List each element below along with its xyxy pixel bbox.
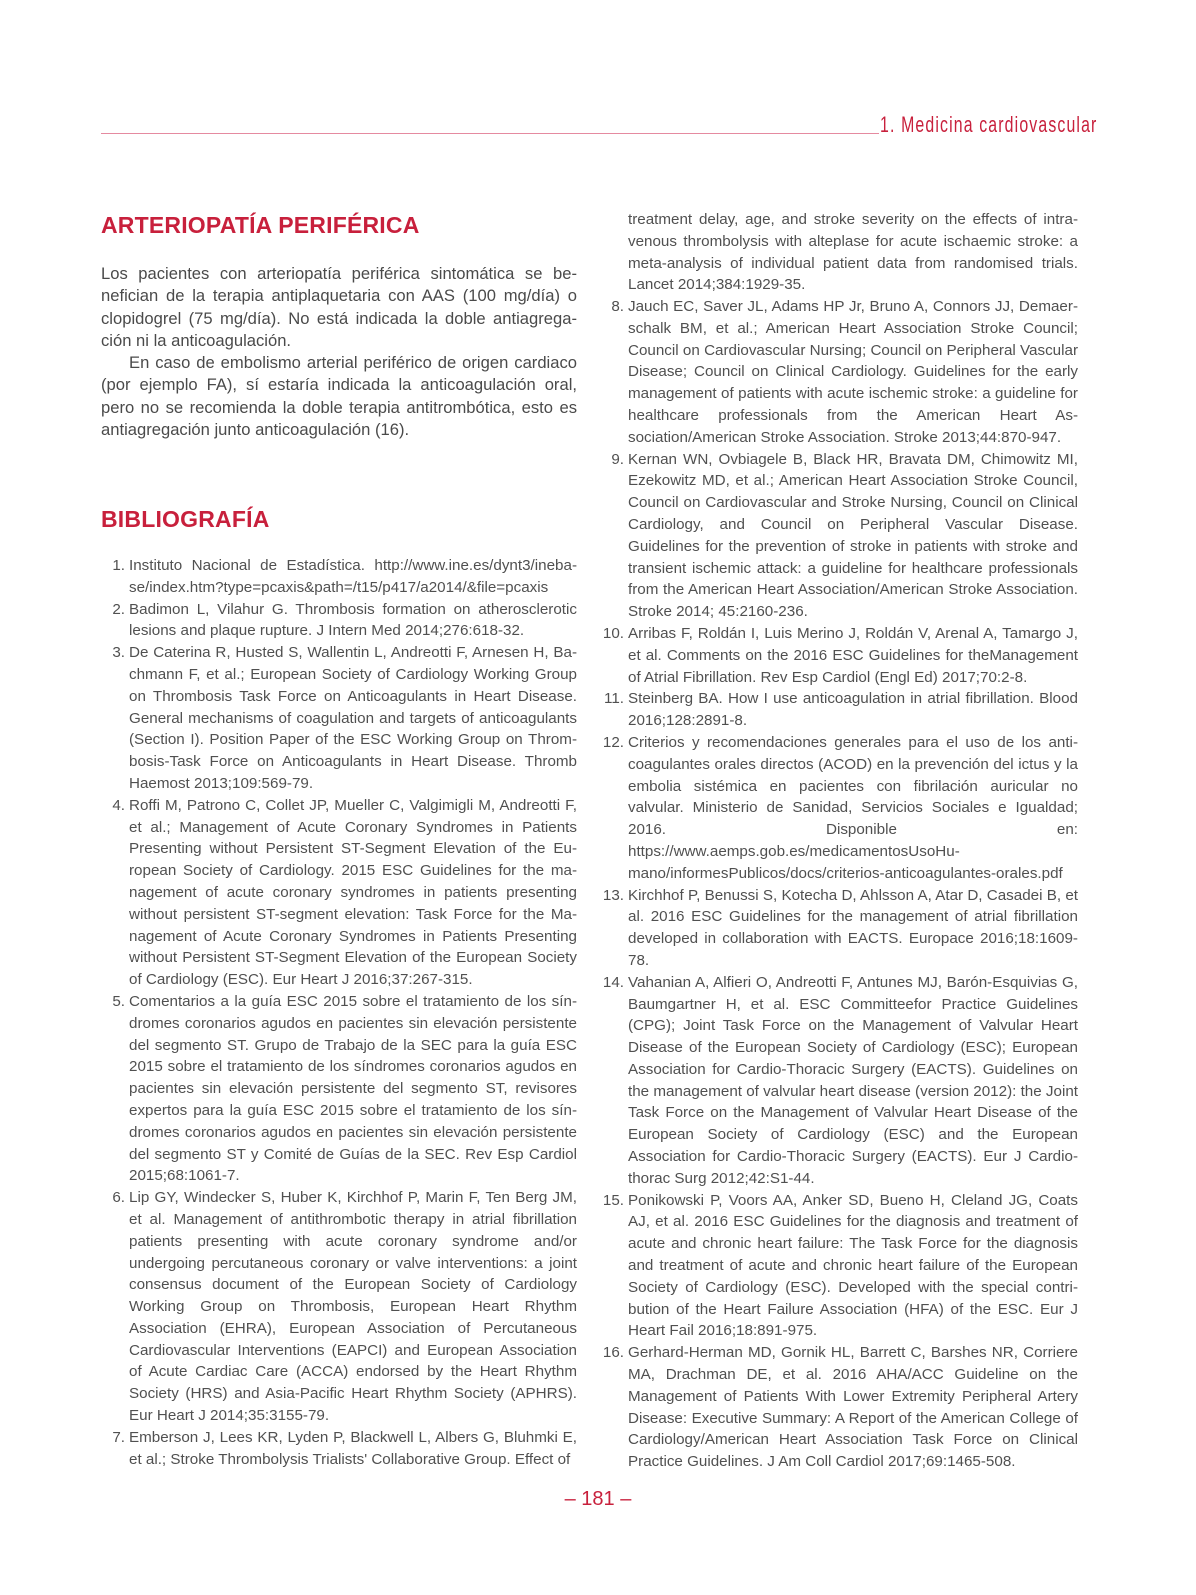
reference-text: Instituto Nacional de Estadística. http://www.ine.es/dynt3/inebase/index.htm?type=pcaxis&path=/t15/p417/a2014/&file=pcaxis	[129, 557, 577, 596]
reference-number: 3.	[112, 644, 125, 662]
reference-text: De Caterina R, Husted S, Wallentin L, Andreotti F, Arnesen H, Bachmann F, et al.; European Society of Cardiology Working Group on Thrombosis Task Force on Anticoagulants in Heart Disease. General mechanisms of coagulation and targets of anticoagulants (Section I). Position Paper of the ESC Working Group on Thrombosis-Task Force on Anticoagulants in Heart Disease. Thromb Haemost 2013;109:569-79.	[129, 644, 577, 792]
section-title-arteriopatia: ARTERIOPATÍA PERIFÉRICA	[101, 212, 420, 238]
reference-text: Ponikowski P, Voors AA, Anker SD, Bueno H, Cleland JG, Coats AJ, et al. 2016 ESC Guidelines for the diagnosis and treatment of acute and chronic heart failure: The Task Force for the diagnosis and treatment of acute and chronic heart failure of the European Society of Cardiology (ESC). Developed with the special contribution of the Heart Failure Association (HFA) of the ESC. Eur J Heart Fail 2016;18:891-975.	[628, 1191, 1078, 1340]
reference-text: Kernan WN, Ovbiagele B, Black HR, Bravata DM, Chimowitz MI, Ezekowitz MD, et al.; American Heart Association Stroke Council, Council on Cardiovascular and Stroke Nursing, Council on Clinical Cardiology, and Council on Peripheral Vascular Disease. Guidelines for the prevention of stroke in patients with stroke and transient ischemic attack: a guideline for healthcare professionals from the American Heart Association/American Stroke Association. Stroke 2014; 45:2160-236.	[628, 450, 1078, 621]
reference-number: 7.	[112, 1428, 125, 1446]
paragraph: En caso de embolismo arterial periférico de origen cardiaco (por ejemplo FA), sí estaría indicada la anticoagulación oral, pero no se recomienda la doble terapia antitrombótica, esto es antiagregación junto anticoagulación (16).	[101, 353, 577, 440]
page-number: – 181 –	[564, 1488, 632, 1510]
reference-item	[600, 623, 1078, 688]
reference-number: 2.	[112, 600, 125, 618]
reference-item	[101, 795, 577, 991]
reference-number: 6.	[112, 1189, 125, 1207]
reference-number: 12.	[602, 733, 624, 751]
reference-list-left	[101, 555, 577, 1470]
reference-item	[101, 991, 577, 1187]
reference-item	[600, 732, 1078, 885]
reference-number: 1.	[112, 557, 125, 574]
reference-number: 16.	[602, 1344, 624, 1362]
reference-continuation: treatment delay, age, and stroke severity on the effects of intravenous thrombolysis with alteplase for acute ischaemic stroke: a meta-analysis of individual patient data from randomised trials. Lancet 2014;384:1929-35.	[628, 211, 1078, 294]
reference-text: Lip GY, Windecker S, Huber K, Kirchhof P, Marin F, Ten Berg JM, et al. Management of antithrombotic therapy in atrial fibrillation patients presenting with acute coronary syndrome and/or undergoing percutaneous coronary or valve interventions: a joint consensus document of the European Society of Cardiology Working Group on Thrombosis, European Heart Rhythm Association (EHRA), European Association of Percutaneous Cardiovascular Interventions (EAPCI) and European Association of Acute Cardiac Care (ACCA) endorsed by the Heart Rhythm Society (HRS) and Asia-Pacific Heart Rhythm Society (APHRS). Eur Heart J 2014;35:3155-79.	[129, 1189, 577, 1425]
reference-number: 5.	[112, 992, 125, 1010]
reference-item	[600, 1342, 1078, 1473]
header-rule	[101, 133, 879, 134]
reference-item	[101, 555, 577, 599]
reference-number: 14.	[602, 973, 624, 991]
reference-text: Jauch EC, Saver JL, Adams HP Jr, Bruno A, Connors JJ, Demaerschalk BM, et al.; American Heart Association Stroke Council; Council on Cardiovascular Nursing; Council on Peripheral Vascular Disease; Council on Clinical Cardiology. Guidelines for the early management of patients with acute ischemic stroke: a guideline for healthcare professionals from the American Heart Association/American Stroke Association. Stroke 2013;44:870-947.	[628, 298, 1078, 446]
reference-item	[600, 296, 1078, 449]
reference-text: Criterios y recomendaciones generales para el uso de los anticoagulantes orales directos (ACOD) en la prevención del ictus y la embolia sistémica en pacientes con fibrilación auricular no valvular. Ministerio de Sanidad, Servicios Sociales e Igualdad; 2016. Disponible en: https://www.aemps.gob.es/medicamentosUsoHumano/informesPublicos/docs/criterios-anticoagulantes-orales.pdf	[628, 733, 1078, 882]
reference-number: 15.	[602, 1191, 624, 1209]
reference-item	[600, 688, 1078, 732]
reference-text: Vahanian A, Alfieri O, Andreotti F, Antunes MJ, Barón-Esquivias G, Baumgartner H, et al. ESC Committeefor Practice Guidelines (CPG); Joint Task Force on the Management of Valvular Heart Disease of the European Society of Cardiology (ESC); European Association for Cardio-Thoracic Surgery (EACTS). Guidelines on the management of valvular heart disease (version 2012): the Joint Task Force on the Management of Valvular Heart Disease of the European Society of Cardiology (ESC) and the European Association for Cardio-Thoracic Surgery (EACTS). Eur J Cardiothorac Surg 2012;42:S1-44.	[628, 973, 1078, 1187]
arteriopatia-body	[101, 263, 577, 441]
reference-number: 4.	[112, 796, 125, 814]
reference-item	[600, 449, 1078, 623]
reference-number: 8.	[611, 298, 624, 315]
reference-item	[101, 1427, 577, 1471]
reference-list-right	[600, 296, 1078, 1473]
reference-text: Gerhard-Herman MD, Gornik HL, Barrett C, Barshes NR, Corriere MA, Drachman DE, et al. 2016 AHA/ACC Guideline on the Management of Patients With Lower Extremity Peripheral Artery Disease: Executive Summary: A Report of the American College of Cardiology/American Heart Association Task Force on Clinical Practice Guidelines. J Am Coll Cardiol 2017;69:1465-508.	[628, 1344, 1078, 1471]
paragraph: Los pacientes con arteriopatía periférica sintomática se benefician de la terapia antiplaquetaria con AAS (100 mg/día) o clopidogrel (75 mg/día). No está indicada la doble antiagregación ni la anticoagulación.	[101, 264, 577, 350]
reference-number: 10.	[602, 624, 624, 642]
reference-number: 11.	[604, 690, 624, 708]
reference-number: 9.	[611, 450, 624, 468]
reference-text: Kirchhof P, Benussi S, Kotecha D, Ahlsson A, Atar D, Casadei B, et al. 2016 ESC Guidelines for the management of atrial fibrillation developed in collaboration with EACTS. Europace 2016;18:1609-78.	[628, 886, 1078, 969]
reference-text: Emberson J, Lees KR, Lyden P, Blackwell L, Albers G, Bluhmki E, et al.; Stroke Thrombolysis Trialists' Collaborative Group. Effect of	[129, 1428, 577, 1468]
reference-item	[600, 885, 1078, 972]
chapter-title: 1. Medicina cardiovascular	[880, 112, 1098, 137]
reference-text: Steinberg BA. How I use anticoagulation in atrial fibrillation. Blood 2016;128:2891-8.	[628, 690, 1078, 730]
reference-item	[600, 1190, 1078, 1343]
section-title-bibliografia: BIBLIOGRAFÍA	[101, 506, 270, 532]
reference-item	[101, 642, 577, 795]
reference-item	[101, 1187, 577, 1427]
reference-text: Roffi M, Patrono C, Collet JP, Mueller C, Valgimigli M, Andreotti F, et al.; Management of Acute Coronary Syndromes in Patients Presenting without Persistent ST-Segment Elevation of the European Society of Cardiology. 2015 ESC Guidelines for the management of acute coronary syndromes in patients presenting without persistent ST-segment elevation: Task Force for the Management of Acute Coronary Syndromes in Patients Presenting without Persistent ST-Segment Elevation of the European Society of Cardiology (ESC). Eur Heart J 2016;37:267-315.	[129, 796, 577, 989]
reference-text: Arribas F, Roldán I, Luis Merino J, Roldán V, Arenal A, Tamargo J, et al. Comments on the 2016 ESC Guidelines for theManagement of Atrial Fibrillation. Rev Esp Cardiol (Engl Ed) 2017;70:2-8.	[628, 624, 1078, 686]
reference-text: Badimon L, Vilahur G. Thrombosis formation on atherosclerotic lesions and plaque rupture. J Intern Med 2014;276:618-32.	[129, 600, 577, 640]
reference-number: 13.	[602, 886, 624, 904]
reference-text: Comentarios a la guía ESC 2015 sobre el tratamiento de los síndromes coronarios agudos en pacientes sin elevación persistente del segmento ST. Grupo de Trabajo de la SEC para la guía ESC 2015 sobre el tratamiento de los síndromes coronarios agudos en pacientes sin elevación persistente del segmento ST, revisores expertos para la guía ESC 2015 sobre el tratamiento de los síndromes coronarios agudos en pacientes sin elevación persistente del segmento ST y Comité de Guías de la SEC. Rev Esp Cardiol 2015;68:1061-7.	[129, 992, 577, 1185]
reference-item	[600, 972, 1078, 1190]
reference-item	[101, 599, 577, 643]
